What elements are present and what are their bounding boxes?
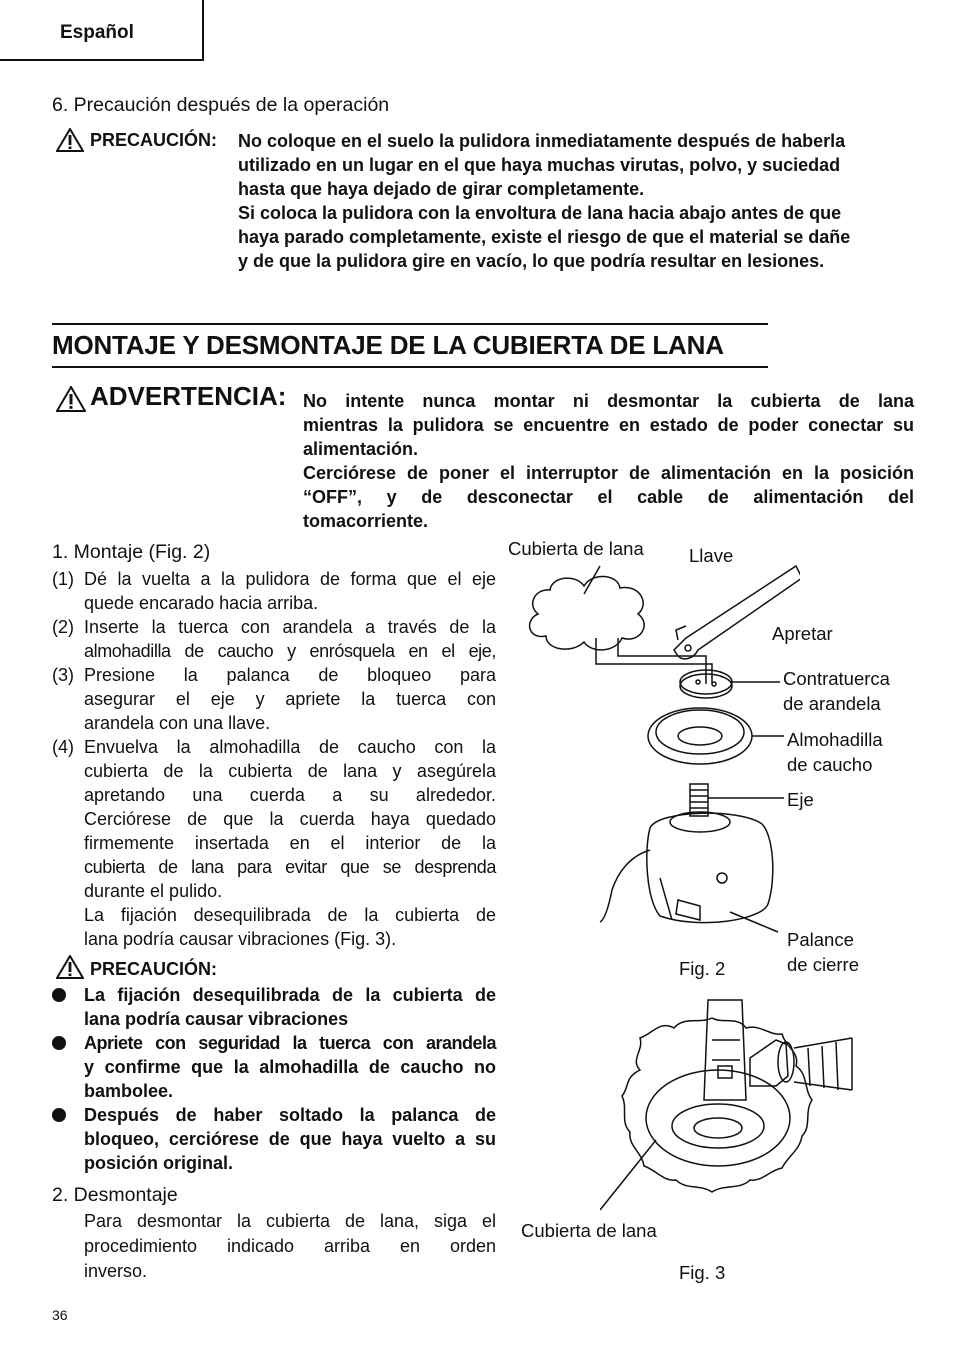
- step-number: (2): [52, 617, 74, 637]
- caution-bullets: [52, 983, 496, 1175]
- dismounting-line: procedimiento indicado arriba en orden: [84, 1236, 496, 1256]
- step-line: cubierta de la cubierta de lana y asegúrela: [84, 761, 496, 781]
- warning-line: No intente nunca montar ni desmontar la cubierta de lana: [303, 391, 914, 411]
- warning-line: “OFF”, y de desconectar el cable de alimentación del: [303, 487, 914, 507]
- heading-rule-top: [52, 323, 768, 325]
- figure-2-caption: Fig. 2: [679, 958, 726, 979]
- warning-text: [303, 389, 914, 533]
- step-line: Envuelva la almohadilla de caucho con la: [84, 737, 496, 757]
- section-6-title: 6. Precaución después de la operación: [52, 94, 390, 116]
- step-line: lana podría causar vibraciones (Fig. 3).: [84, 929, 397, 949]
- step-text: [84, 615, 496, 663]
- figure-3-caption: Fig. 3: [679, 1262, 726, 1283]
- figure-3-illustration: [600, 990, 860, 1230]
- heading-rule-bottom: [52, 366, 768, 368]
- dismounting-line: Para desmontar la cubierta de lana, siga el: [84, 1211, 496, 1231]
- step-text: [84, 567, 496, 615]
- step-text: [84, 735, 496, 951]
- mounting-step: [52, 663, 496, 735]
- dismounting-line: inverso.: [84, 1261, 148, 1281]
- mounting-steps: [52, 567, 496, 951]
- step-line: apretando una cuerda a su alrededor.: [84, 785, 496, 805]
- step-number: (4): [52, 737, 74, 757]
- caution-line: No coloque en el suelo la pulidora inmediatamente después de haberla: [238, 131, 846, 151]
- label-shaft: Eje: [787, 789, 814, 810]
- bullet-line: Después de haber soltado la palanca de: [84, 1105, 496, 1125]
- label-wrench: Llave: [689, 545, 734, 566]
- warning-triangle-icon: [56, 386, 86, 412]
- bullet-text: [84, 1031, 496, 1103]
- dismounting-text: [84, 1209, 496, 1284]
- warning-line: Cerciórese de poner el interruptor de alimentación en la posición: [303, 463, 914, 483]
- label-wool-cover-fig3: Cubierta de lana: [521, 1220, 657, 1241]
- caution-block-2: [56, 955, 84, 979]
- warning-line: mientras la pulidora se encuentre en estado de poder conectar su: [303, 415, 914, 435]
- label-pad-1: Almohadilla: [787, 729, 883, 750]
- warning-triangle-icon: [56, 128, 84, 152]
- caution-label-2: PRECAUCIÓN:: [90, 959, 218, 979]
- mounting-step: [52, 735, 496, 951]
- step-line: Dé la vuelta a la pulidora de forma que el eje: [84, 569, 496, 589]
- grinder-body: [647, 813, 773, 923]
- step-text: [84, 663, 496, 735]
- bullet-text: [84, 983, 496, 1031]
- bullet-line: bambolee.: [84, 1081, 174, 1101]
- label-pad-2: de caucho: [787, 754, 873, 775]
- step-number: (1): [52, 569, 74, 589]
- bullet-line: y confirme que la almohadilla de caucho no: [84, 1057, 496, 1077]
- language-label: Español: [60, 22, 134, 43]
- bullet-dot: [52, 1108, 66, 1122]
- step-line: cubierta de lana para evitar que se desprenda: [84, 857, 496, 877]
- warning-triangle-icon: [56, 955, 84, 979]
- bullet-line: bloqueo, cerciórese de que haya vuelto a su: [84, 1129, 496, 1149]
- step-line: La fijación desequilibrada de la cubierta de: [84, 905, 496, 925]
- label-lever-2: de cierre: [787, 954, 859, 975]
- page-number: 36: [52, 1307, 68, 1323]
- caution-bullet: [52, 1031, 496, 1103]
- step-line: almohadilla de caucho y enrósquela en el eje,: [84, 641, 496, 661]
- caution-bullet: [52, 983, 496, 1031]
- label-locknut-1: Contratuerca: [783, 668, 890, 689]
- mounting-title: 1. Montaje (Fig. 2): [52, 541, 211, 563]
- warning-line: tomacorriente.: [303, 511, 429, 531]
- bullet-dot: [52, 988, 66, 1002]
- label-wool-cover: Cubierta de lana: [508, 538, 644, 559]
- step-line: durante el pulido.: [84, 881, 223, 901]
- step-number: (3): [52, 665, 74, 685]
- warning-line: alimentación.: [303, 439, 419, 459]
- mounting-step: [52, 567, 496, 615]
- label-locknut-2: de arandela: [783, 693, 881, 714]
- caution-block-1: [56, 128, 84, 152]
- caution-line: Si coloca la pulidora con la envoltura de lana hacia abajo antes de que: [238, 203, 842, 223]
- figure-2-illustration: [500, 560, 800, 950]
- bullet-line: posición original.: [84, 1153, 234, 1173]
- step-line: Inserte la tuerca con arandela a través de la: [84, 617, 496, 637]
- caution-bullet: [52, 1103, 496, 1175]
- label-lever-1: Palance: [787, 929, 854, 950]
- caution-line: utilizado en un lugar en el que haya muchas virutas, polvo, y suciedad: [238, 155, 841, 175]
- dismounting-title: 2. Desmontaje: [52, 1184, 178, 1206]
- warning-label: ADVERTENCIA:: [90, 381, 287, 411]
- step-line: quede encarado hacia arriba.: [84, 593, 319, 613]
- main-heading: MONTAJE Y DESMONTAJE DE LA CUBIERTA DE LANA: [52, 330, 724, 360]
- caution-text-1: [238, 129, 914, 273]
- label-tighten: Apretar: [772, 623, 833, 644]
- language-tab: [0, 0, 204, 61]
- caution-line: hasta que haya dejado de girar completamente.: [238, 179, 645, 199]
- bullet-text: [84, 1103, 496, 1175]
- bullet-line: La fijación desequilibrada de la cubierta de: [84, 985, 496, 1005]
- step-line: Presione la palanca de bloqueo para: [84, 665, 496, 685]
- bullet-line: Apriete con seguridad la tuerca con arandela: [84, 1033, 496, 1053]
- caution-line: haya parado completamente, existe el riesgo de que el material se dañe: [238, 227, 851, 247]
- step-line: arandela con una llave.: [84, 713, 271, 733]
- caution-line: y de que la pulidora gire en vacío, lo que podría resultar en lesiones.: [238, 251, 825, 271]
- step-line: Cerciórese de que la cuerda haya quedado: [84, 809, 496, 829]
- mounting-step: [52, 615, 496, 663]
- wool-cover-cloud: [530, 576, 645, 649]
- warning-block: [56, 386, 86, 412]
- bullet-line: lana podría causar vibraciones: [84, 1009, 349, 1029]
- bullet-dot: [52, 1036, 66, 1050]
- step-line: asegurar el eje y apriete la tuerca con: [84, 689, 496, 709]
- step-line: firmemente insertada en el interior de la: [84, 833, 496, 853]
- caution-label-1: PRECAUCIÓN:: [90, 130, 218, 150]
